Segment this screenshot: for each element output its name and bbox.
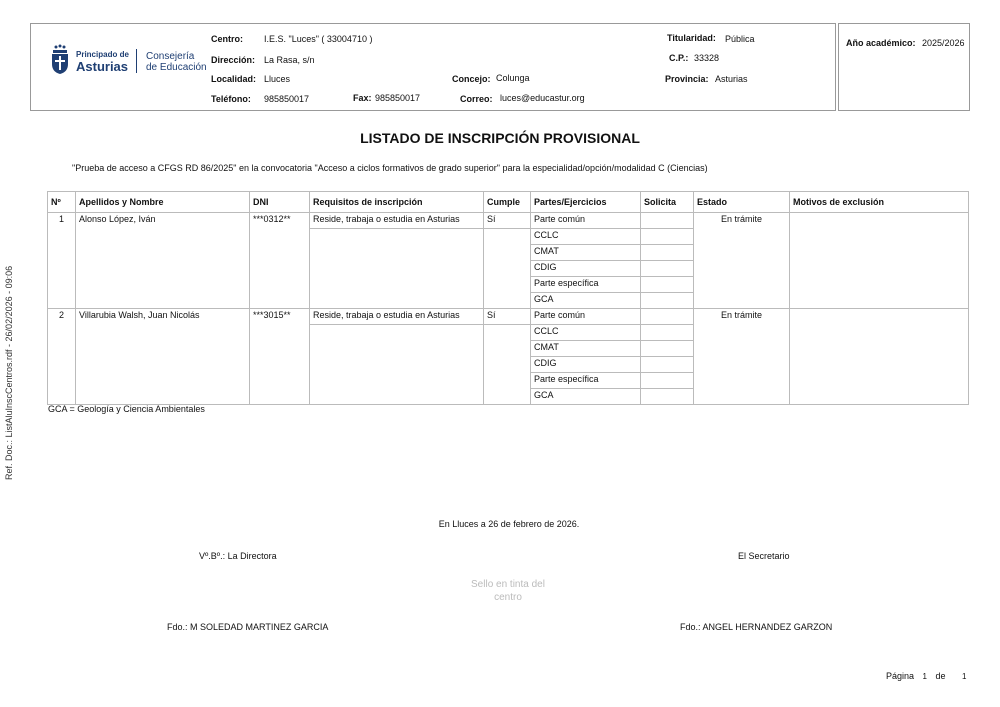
sign-right-role: El Secretario	[738, 551, 790, 561]
concejo-value: Colunga	[496, 73, 530, 83]
direccion-value: La Rasa, s/n	[264, 55, 315, 65]
correo-value: luces@educastur.org	[500, 93, 585, 103]
fax-value: 985850017	[375, 93, 421, 103]
cell-name: Villarubia Walsh, Juan Nicolás	[76, 309, 250, 405]
table-row	[48, 213, 969, 229]
table-header-row	[48, 192, 969, 213]
cell-parte: GCA	[531, 389, 641, 405]
cell-parte: CMAT	[531, 341, 641, 357]
centro-value: I.E.S. "Luces" ( 33004710 )	[264, 34, 373, 44]
cell-requisito: Reside, trabaja o estudia en Asturias	[310, 309, 484, 325]
cell-cumple: Sí	[484, 213, 531, 229]
academic-year-box	[838, 23, 970, 111]
cell-num: 1	[48, 213, 76, 309]
logo-consejeria-line1: Consejería	[146, 51, 195, 62]
asturias-crest-icon	[51, 44, 69, 74]
cell-motivos	[790, 213, 969, 309]
cell-num: 2	[48, 309, 76, 405]
logo-text-asturias: Asturias	[76, 59, 129, 74]
page-total: 1	[962, 672, 967, 681]
page-of: de	[935, 671, 946, 681]
titularidad-value: Pública	[725, 34, 755, 44]
cell-solicita	[641, 341, 694, 357]
cell-cumple-empty	[484, 325, 531, 405]
cell-solicita	[641, 229, 694, 245]
col-header-solicita: Solicita	[641, 192, 694, 213]
centro-label: Centro:	[211, 34, 243, 44]
col-header-num: Nº	[48, 192, 76, 213]
cell-solicita	[641, 245, 694, 261]
stamp-placeholder	[458, 578, 558, 604]
pagination	[886, 671, 967, 681]
cell-solicita	[641, 213, 694, 229]
cell-parte: Parte específica	[531, 277, 641, 293]
page-title: LISTADO DE INSCRIPCIÓN PROVISIONAL	[360, 130, 640, 146]
stamp-line1: Sello en tinta del	[471, 579, 545, 590]
cell-estado: En trámite	[694, 309, 790, 405]
cell-solicita	[641, 389, 694, 405]
cell-solicita	[641, 277, 694, 293]
cell-cumple: Sí	[484, 309, 531, 325]
legend-text: GCA = Geología y Ciencia Ambientales	[48, 404, 205, 414]
cell-dni: ***0312**	[250, 213, 310, 309]
col-header-motivos: Motivos de exclusión	[790, 192, 969, 213]
cell-parte: Parte específica	[531, 373, 641, 389]
titularidad-label: Titularidad:	[667, 33, 716, 43]
cell-solicita	[641, 373, 694, 389]
anio-label: Año académico:	[846, 38, 916, 48]
cp-label: C.P.:	[669, 53, 689, 63]
localidad-value: Lluces	[264, 74, 291, 84]
provincia-label: Provincia:	[665, 74, 709, 84]
page-number: 1	[922, 672, 927, 681]
col-header-name: Apellidos y Nombre	[76, 192, 250, 213]
logo-text-principado: Principado de	[76, 50, 129, 59]
cell-solicita	[641, 261, 694, 277]
col-header-partes: Partes/Ejercicios	[531, 192, 641, 213]
cell-estado: En trámite	[694, 213, 790, 309]
cell-solicita	[641, 357, 694, 373]
logo-divider	[136, 49, 137, 73]
telefono-label: Teléfono:	[211, 94, 251, 104]
localidad-label: Localidad:	[211, 74, 257, 84]
cell-parte: Parte común	[531, 213, 641, 229]
logo-text-consejeria	[146, 51, 207, 73]
logo-consejeria-line2: de Educación	[146, 62, 207, 73]
inscription-table	[47, 191, 969, 405]
col-header-requisitos: Requisitos de inscripción	[310, 192, 484, 213]
col-header-cumple: Cumple	[484, 192, 531, 213]
cell-motivos	[790, 309, 969, 405]
anio-value: 2025/2026	[922, 38, 965, 48]
col-header-dni: DNI	[250, 192, 310, 213]
fax-label: Fax:	[353, 93, 372, 103]
cell-parte: GCA	[531, 293, 641, 309]
table-row	[48, 309, 969, 325]
cell-name: Alonso López, Iván	[76, 213, 250, 309]
sign-left-name: Fdo.: M SOLEDAD MARTINEZ GARCIA	[167, 622, 329, 632]
sign-right-name: Fdo.: ANGEL HERNANDEZ GARZON	[680, 622, 833, 632]
sign-left-role: Vº.Bº.: La Directora	[199, 551, 277, 561]
concejo-label: Concejo:	[452, 74, 491, 84]
col-header-estado: Estado	[694, 192, 790, 213]
place-date: En Lluces a 26 de febrero de 2026.	[438, 519, 580, 529]
cell-parte: CMAT	[531, 245, 641, 261]
cell-solicita	[641, 293, 694, 309]
cell-parte: CDIG	[531, 261, 641, 277]
page-label: Página	[886, 671, 915, 681]
cell-parte: CCLC	[531, 325, 641, 341]
cell-requisito: Reside, trabaja o estudia en Asturias	[310, 213, 484, 229]
cp-value: 33328	[694, 53, 720, 63]
side-document-reference: Ref. Doc.: ListAluInscCentros.rdf - 26/02/2026 - 09:06	[4, 265, 14, 480]
telefono-value: 985850017	[264, 94, 310, 104]
cell-requisito-empty	[310, 229, 484, 309]
cell-parte: CDIG	[531, 357, 641, 373]
cell-requisito-empty	[310, 325, 484, 405]
subtitle: "Prueba de acceso a CFGS RD 86/2025" en la convocatoria "Acceso a ciclos formativos de grado superior" para la especialidad/opción/modalidad C (Ciencias)	[72, 163, 708, 173]
cell-solicita	[641, 325, 694, 341]
cell-solicita	[641, 309, 694, 325]
stamp-line2: centro	[494, 592, 522, 603]
correo-label: Correo:	[460, 94, 493, 104]
cell-dni: ***3015**	[250, 309, 310, 405]
direccion-label: Dirección:	[211, 55, 256, 65]
cell-parte: Parte común	[531, 309, 641, 325]
provincia-value: Asturias	[715, 74, 748, 84]
cell-parte: CCLC	[531, 229, 641, 245]
cell-cumple-empty	[484, 229, 531, 309]
